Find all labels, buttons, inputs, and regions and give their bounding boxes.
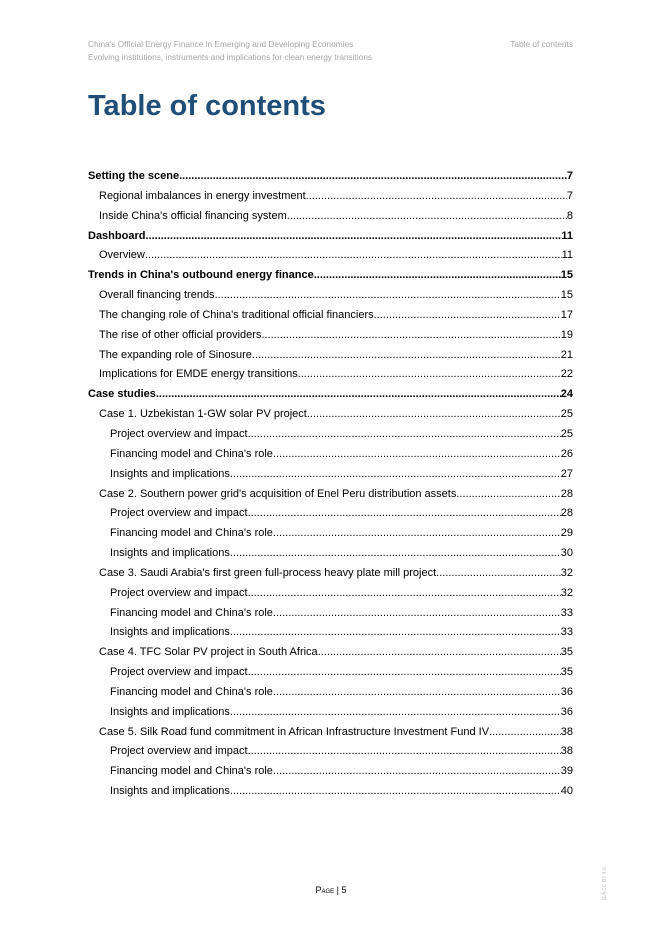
toc-entry-title: Case 4. TFC Solar PV project in South Africa bbox=[99, 646, 318, 659]
toc-dot-leader bbox=[230, 703, 561, 723]
toc-entry-title: Insights and implications bbox=[110, 705, 230, 718]
toc-entry-page: 15 bbox=[560, 269, 573, 282]
toc-entry[interactable] bbox=[88, 207, 573, 227]
toc-entry-title: Case 3. Saudi Arabia's first green full-process heavy plate mill project bbox=[99, 566, 437, 579]
toc-entry-title: The changing role of China's traditional official financiers bbox=[99, 308, 374, 321]
toc-entry-page: 11 bbox=[561, 229, 573, 242]
toc-entry-title: Case 1. Uzbekistan 1-GW solar PV project bbox=[99, 408, 307, 421]
toc-entry-page: 7 bbox=[566, 189, 573, 202]
toc-entry-title: Project overview and impact bbox=[110, 507, 248, 520]
toc-entry[interactable] bbox=[88, 683, 573, 703]
toc-dot-leader bbox=[248, 742, 561, 762]
toc-entry-page: 35 bbox=[560, 666, 573, 679]
toc-entry[interactable] bbox=[88, 187, 573, 207]
toc-entry[interactable] bbox=[88, 544, 573, 564]
toc-entry[interactable] bbox=[88, 584, 573, 604]
toc-entry-page: 17 bbox=[560, 308, 573, 321]
toc-dot-leader bbox=[306, 187, 567, 207]
toc-entry-title: Financing model and China's role bbox=[110, 447, 273, 460]
toc-entry[interactable] bbox=[88, 246, 573, 266]
toc-entry-title: The expanding role of Sinosure bbox=[99, 348, 252, 361]
toc-entry-title: Case 5. Silk Road fund commitment in African Infrastructure Investment Fund IV bbox=[99, 725, 490, 738]
page-header bbox=[88, 38, 573, 64]
toc-entry-page: 35 bbox=[560, 646, 573, 659]
toc-entry-title: Project overview and impact bbox=[110, 745, 248, 758]
report-subtitle: Evolving institutions, instruments and implications for clean energy transitions bbox=[88, 52, 373, 62]
toc-dot-leader bbox=[248, 504, 561, 524]
toc-entry[interactable] bbox=[88, 385, 573, 405]
toc-entry-title: Trends in China's outbound energy finance bbox=[88, 269, 314, 282]
toc-entry-page: 25 bbox=[560, 408, 573, 421]
toc-dot-leader bbox=[456, 485, 560, 505]
toc-dot-leader bbox=[489, 723, 561, 743]
toc-entry-title: Implications for EMDE energy transitions bbox=[99, 368, 298, 381]
toc-entry-title: Financing model and China's role bbox=[110, 606, 273, 619]
toc-entry[interactable] bbox=[88, 227, 573, 247]
toc-entry-title: Inside China's official financing system bbox=[99, 209, 287, 222]
toc-entry-title: Dashboard bbox=[88, 229, 146, 242]
toc-entry-title: Insights and implications bbox=[110, 626, 230, 639]
toc-entry-title: Project overview and impact bbox=[110, 586, 248, 599]
toc-entry-page: 27 bbox=[560, 467, 573, 480]
toc-entry-page: 11 bbox=[561, 249, 573, 262]
toc-dot-leader bbox=[230, 465, 561, 485]
toc-dot-leader bbox=[273, 445, 561, 465]
toc-dot-leader bbox=[230, 623, 561, 643]
license-note bbox=[599, 850, 613, 900]
toc-entry-title: Case 2. Southern power grid's acquisition of Enel Peru distribution assets bbox=[99, 487, 457, 500]
toc-dot-leader bbox=[230, 544, 561, 564]
toc-entry[interactable] bbox=[88, 782, 573, 802]
toc-dot-leader bbox=[145, 227, 561, 247]
toc-entry[interactable] bbox=[88, 405, 573, 425]
toc-entry[interactable] bbox=[88, 425, 573, 445]
toc-entry[interactable] bbox=[88, 326, 573, 346]
toc-entry[interactable] bbox=[88, 663, 573, 683]
toc-entry[interactable] bbox=[88, 445, 573, 465]
toc-entry-title: Case studies bbox=[88, 388, 156, 401]
toc-entry-page: 33 bbox=[560, 626, 573, 639]
toc-entry-page: 21 bbox=[560, 348, 573, 361]
toc-entry-title: Financing model and China's role bbox=[110, 685, 273, 698]
section-name: Table of contents bbox=[510, 39, 573, 49]
toc-entry-page: 25 bbox=[560, 427, 573, 440]
toc-entry[interactable] bbox=[88, 266, 573, 286]
toc-entry-page: 24 bbox=[560, 388, 573, 401]
toc-entry-page: 40 bbox=[560, 785, 573, 798]
toc-entry-page: 33 bbox=[560, 606, 573, 619]
page-separator: | bbox=[334, 885, 342, 895]
toc-dot-leader bbox=[179, 167, 567, 187]
toc-dot-leader bbox=[374, 306, 561, 326]
toc-entry[interactable] bbox=[88, 524, 573, 544]
toc-dot-leader bbox=[215, 286, 561, 306]
table-of-contents bbox=[88, 167, 573, 802]
toc-entry-title: Overall financing trends bbox=[99, 289, 215, 302]
toc-dot-leader bbox=[273, 683, 561, 703]
toc-entry-page: 30 bbox=[560, 547, 573, 560]
toc-entry-page: 29 bbox=[560, 527, 573, 540]
toc-entry[interactable] bbox=[88, 623, 573, 643]
page-number: 5 bbox=[341, 885, 347, 895]
toc-entry-title: Overview bbox=[99, 249, 145, 262]
toc-entry[interactable] bbox=[88, 365, 573, 385]
toc-dot-leader bbox=[248, 584, 561, 604]
toc-entry-page: 38 bbox=[560, 745, 573, 758]
toc-entry[interactable] bbox=[88, 306, 573, 326]
toc-entry-title: Financing model and China's role bbox=[110, 765, 273, 778]
toc-entry[interactable] bbox=[88, 723, 573, 743]
toc-entry-title: Setting the scene bbox=[88, 170, 180, 182]
page-footer bbox=[0, 884, 662, 896]
toc-entry[interactable] bbox=[88, 485, 573, 505]
toc-entry-page: 39 bbox=[560, 765, 573, 778]
license-text: IEA CC BY 4.0. bbox=[602, 865, 608, 900]
toc-entry[interactable] bbox=[88, 346, 573, 366]
toc-entry-page: 38 bbox=[560, 725, 573, 738]
toc-dot-leader bbox=[298, 365, 561, 385]
toc-dot-leader bbox=[156, 385, 561, 405]
toc-entry-title: Regional imbalances in energy investment bbox=[99, 189, 306, 202]
toc-entry-page: 36 bbox=[560, 685, 573, 698]
toc-entry-page: 28 bbox=[560, 507, 573, 520]
toc-entry-title: Project overview and impact bbox=[110, 666, 248, 679]
toc-dot-leader bbox=[287, 207, 567, 227]
toc-entry-title: Financing model and China's role bbox=[110, 527, 273, 540]
toc-entry-page: 36 bbox=[560, 705, 573, 718]
toc-entry-page: 15 bbox=[560, 289, 573, 302]
toc-entry[interactable] bbox=[88, 604, 573, 624]
toc-dot-leader bbox=[261, 326, 560, 346]
toc-entry[interactable] bbox=[88, 504, 573, 524]
toc-dot-leader bbox=[436, 564, 561, 584]
toc-entry[interactable] bbox=[88, 703, 573, 723]
toc-dot-leader bbox=[252, 346, 561, 366]
toc-entry-page: 7 bbox=[566, 170, 573, 182]
page-label: Page bbox=[315, 885, 335, 895]
toc-entry-page: 22 bbox=[560, 368, 573, 381]
toc-dot-leader bbox=[314, 266, 561, 286]
toc-entry[interactable] bbox=[88, 167, 573, 187]
toc-entry-page: 32 bbox=[560, 586, 573, 599]
page-title: Table of contents bbox=[88, 90, 326, 122]
toc-entry-title: The rise of other official providers bbox=[99, 328, 262, 341]
toc-entry-page: 32 bbox=[560, 566, 573, 579]
toc-dot-leader bbox=[230, 782, 561, 802]
toc-entry[interactable] bbox=[88, 286, 573, 306]
toc-dot-leader bbox=[318, 643, 561, 663]
toc-entry[interactable] bbox=[88, 564, 573, 584]
toc-dot-leader bbox=[248, 425, 561, 445]
toc-entry[interactable] bbox=[88, 465, 573, 485]
toc-entry-page: 26 bbox=[560, 447, 573, 460]
toc-dot-leader bbox=[307, 405, 561, 425]
toc-entry[interactable] bbox=[88, 742, 573, 762]
toc-dot-leader bbox=[273, 762, 561, 782]
toc-dot-leader bbox=[145, 246, 562, 266]
toc-entry-title: Insights and implications bbox=[110, 467, 230, 480]
toc-dot-leader bbox=[273, 604, 561, 624]
toc-entry-page: 28 bbox=[560, 487, 573, 500]
toc-entry-title: Project overview and impact bbox=[110, 427, 248, 440]
report-title: China's Official Energy Finance in Emerging and Developing Economies bbox=[88, 39, 354, 49]
toc-dot-leader bbox=[248, 663, 561, 683]
toc-entry-title: Insights and implications bbox=[110, 785, 230, 798]
toc-entry-title: Insights and implications bbox=[110, 547, 230, 560]
toc-dot-leader bbox=[273, 524, 561, 544]
toc-entry[interactable] bbox=[88, 643, 573, 663]
toc-entry-page: 19 bbox=[560, 328, 573, 341]
toc-entry-page: 8 bbox=[566, 209, 573, 222]
toc-entry[interactable] bbox=[88, 762, 573, 782]
